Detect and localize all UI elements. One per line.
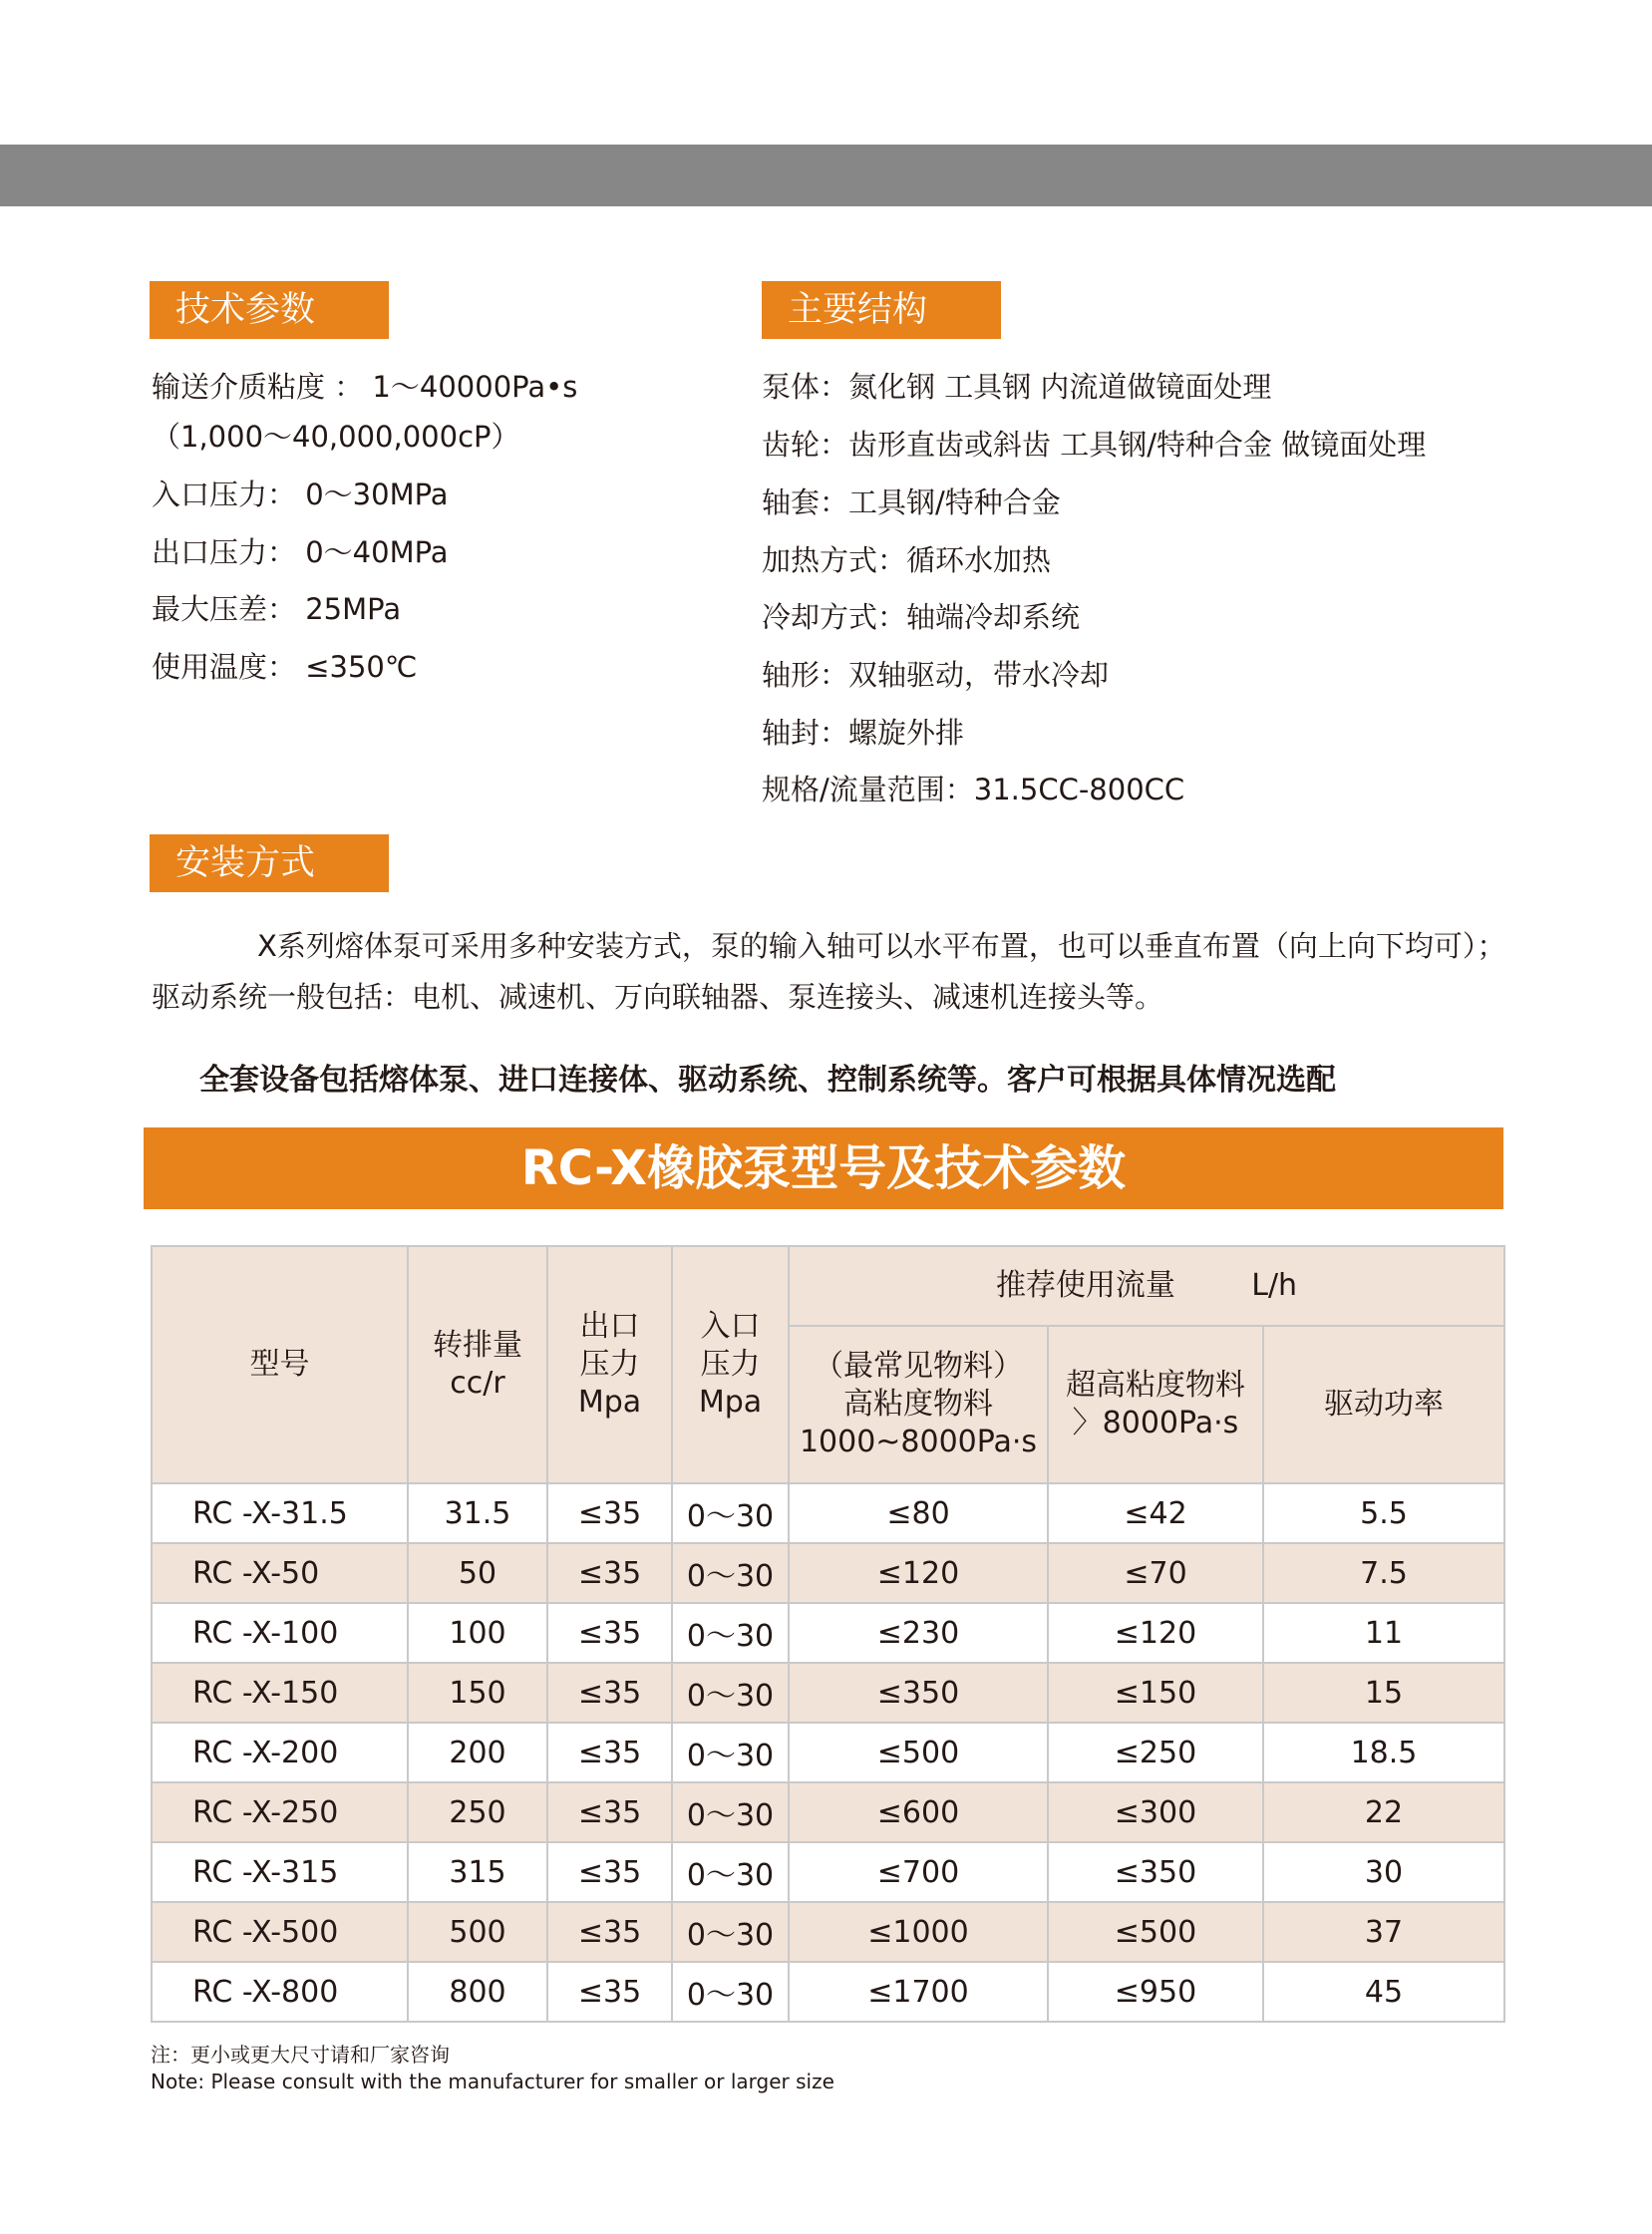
cell-inlet-pressure: 0～30 [672, 1782, 789, 1842]
cell-ultra-high-viscosity-flow: ≤950 [1048, 1962, 1263, 2022]
cell-displacement: 31.5 [408, 1483, 547, 1543]
cell-model: RC -X-50 [152, 1543, 408, 1603]
cell-high-viscosity-flow: ≤350 [789, 1663, 1048, 1723]
cell-model: RC -X-315 [152, 1842, 408, 1902]
cell-drive-power: 5.5 [1263, 1483, 1504, 1543]
cell-ultra-high-viscosity-flow: ≤300 [1048, 1782, 1263, 1842]
cell-high-viscosity-flow: ≤1000 [789, 1902, 1048, 1962]
param-inlet-pressure: 入口压力： 0～30MPa [152, 478, 449, 511]
table-row [152, 1603, 1504, 1663]
table-title-banner: RC-X橡胶泵型号及技术参数 [144, 1127, 1503, 1209]
cell-outlet-pressure: ≤35 [547, 1902, 672, 1962]
cell-model: RC -X-200 [152, 1723, 408, 1782]
header-ultra-high-viscosity: 超高粘度物料 〉8000Pa·s [1048, 1326, 1263, 1483]
cell-ultra-high-viscosity-flow: ≤250 [1048, 1723, 1263, 1782]
cell-outlet-pressure: ≤35 [547, 1543, 672, 1603]
equipment-note: 全套设备包括熔体泵、进口连接体、驱动系统、控制系统等。客户可根据具体情况选配 [199, 1063, 1336, 1098]
cell-model: RC -X-500 [152, 1902, 408, 1962]
table-row [152, 1483, 1504, 1543]
header-high-viscosity: （最常见物料） 高粘度物料 1000~8000Pa·s [789, 1326, 1048, 1483]
struct-cooling: 冷却方式：轴端冷却系统 [762, 600, 1081, 634]
table-row [152, 1962, 1504, 2022]
cell-inlet-pressure: 0～30 [672, 1663, 789, 1723]
struct-shaft-seal: 轴封：螺旋外排 [762, 716, 965, 750]
installation-label: 安装方式 [150, 834, 389, 892]
cell-high-viscosity-flow: ≤700 [789, 1842, 1048, 1902]
cell-model: RC -X-150 [152, 1663, 408, 1723]
struct-gear: 齿轮：齿形直齿或斜齿 工具钢/特种合金 做镜面处理 [762, 428, 1427, 462]
cell-outlet-pressure: ≤35 [547, 1962, 672, 2022]
cell-outlet-pressure: ≤35 [547, 1842, 672, 1902]
param-viscosity: 输送介质粘度 ： 1～40000Pa•s [152, 370, 578, 404]
cell-displacement: 50 [408, 1543, 547, 1603]
spec-table [151, 1245, 1505, 2023]
cell-inlet-pressure: 0～30 [672, 1723, 789, 1782]
cell-high-viscosity-flow: ≤500 [789, 1723, 1048, 1782]
cell-drive-power: 22 [1263, 1782, 1504, 1842]
header-displacement: 转排量 cc/r [408, 1246, 547, 1483]
cell-outlet-pressure: ≤35 [547, 1723, 672, 1782]
header-drive-power: 驱动功率 [1263, 1326, 1504, 1483]
cell-outlet-pressure: ≤35 [547, 1663, 672, 1723]
cell-displacement: 100 [408, 1603, 547, 1663]
table-row [152, 1543, 1504, 1603]
cell-model: RC -X-31.5 [152, 1483, 408, 1543]
cell-model: RC -X-800 [152, 1962, 408, 2022]
cell-drive-power: 15 [1263, 1663, 1504, 1723]
header-model: 型号 [152, 1246, 408, 1483]
struct-heating: 加热方式：循环水加热 [762, 543, 1052, 577]
cell-inlet-pressure: 0～30 [672, 1483, 789, 1543]
header-outlet-pressure: 出口 压力 Mpa [547, 1246, 672, 1483]
cell-high-viscosity-flow: ≤80 [789, 1483, 1048, 1543]
struct-spec-range: 规格/流量范围：31.5CC-800CC [762, 773, 1185, 806]
cell-high-viscosity-flow: ≤120 [789, 1543, 1048, 1603]
param-max-pressure-diff: 最大压差： 25MPa [152, 592, 402, 626]
struct-pump-body: 泵体：氮化钢 工具钢 内流道做镜面处理 [762, 370, 1272, 404]
cell-high-viscosity-flow: ≤600 [789, 1782, 1048, 1842]
cell-inlet-pressure: 0～30 [672, 1842, 789, 1902]
cell-displacement: 500 [408, 1902, 547, 1962]
param-viscosity-cp: （1,000～40,000,000cP） [152, 420, 520, 454]
cell-outlet-pressure: ≤35 [547, 1483, 672, 1543]
cell-displacement: 200 [408, 1723, 547, 1782]
cell-ultra-high-viscosity-flow: ≤42 [1048, 1483, 1263, 1543]
param-outlet-pressure: 出口压力： 0～40MPa [152, 535, 449, 569]
cell-ultra-high-viscosity-flow: ≤500 [1048, 1902, 1263, 1962]
cell-drive-power: 30 [1263, 1842, 1504, 1902]
spec-table-body [152, 1483, 1504, 2022]
cell-drive-power: 18.5 [1263, 1723, 1504, 1782]
cell-outlet-pressure: ≤35 [547, 1782, 672, 1842]
cell-model: RC -X-100 [152, 1603, 408, 1663]
cell-inlet-pressure: 0～30 [672, 1603, 789, 1663]
tech-params-label: 技术参数 [150, 281, 389, 339]
header-recommended-flow: 推荐使用流量 L/h [789, 1246, 1504, 1326]
cell-high-viscosity-flow: ≤230 [789, 1603, 1048, 1663]
table-row [152, 1723, 1504, 1782]
cell-ultra-high-viscosity-flow: ≤120 [1048, 1603, 1263, 1663]
footnote-en: Note: Please consult with the manufacturer for smaller or larger size [151, 2070, 834, 2093]
cell-drive-power: 45 [1263, 1962, 1504, 2022]
footnote-cn: 注：更小或更大尺寸请和厂家咨询 [151, 2043, 450, 2067]
struct-bushing: 轴套：工具钢/特种合金 [762, 485, 1061, 519]
cell-inlet-pressure: 0～30 [672, 1902, 789, 1962]
main-structure-label: 主要结构 [762, 281, 1001, 339]
cell-displacement: 150 [408, 1663, 547, 1723]
cell-displacement: 800 [408, 1962, 547, 2022]
cell-inlet-pressure: 0～30 [672, 1962, 789, 2022]
cell-model: RC -X-250 [152, 1782, 408, 1842]
cell-inlet-pressure: 0～30 [672, 1543, 789, 1603]
cell-displacement: 250 [408, 1782, 547, 1842]
cell-ultra-high-viscosity-flow: ≤350 [1048, 1842, 1263, 1902]
cell-drive-power: 7.5 [1263, 1543, 1504, 1603]
header-band [0, 145, 1652, 206]
cell-high-viscosity-flow: ≤1700 [789, 1962, 1048, 2022]
cell-displacement: 315 [408, 1842, 547, 1902]
table-row [152, 1842, 1504, 1902]
cell-drive-power: 37 [1263, 1902, 1504, 1962]
param-temperature: 使用温度： ≤350℃ [152, 650, 418, 684]
installation-text: X系列熔体泵可采用多种安装方式，泵的输入轴可以水平布置，也可以垂直布置（向上向下均可）；驱动系统一般包括：电机、减速机、万向联轴器、泵连接头、减速机连接头等。 [152, 929, 1506, 1014]
table-row [152, 1902, 1504, 1962]
cell-ultra-high-viscosity-flow: ≤70 [1048, 1543, 1263, 1603]
installation-paragraph [152, 921, 1507, 1023]
cell-ultra-high-viscosity-flow: ≤150 [1048, 1663, 1263, 1723]
table-row [152, 1782, 1504, 1842]
header-inlet-pressure: 入口 压力 Mpa [672, 1246, 789, 1483]
cell-drive-power: 11 [1263, 1603, 1504, 1663]
cell-outlet-pressure: ≤35 [547, 1603, 672, 1663]
table-row [152, 1663, 1504, 1723]
struct-shaft: 轴形：双轴驱动，带水冷却 [762, 658, 1110, 692]
